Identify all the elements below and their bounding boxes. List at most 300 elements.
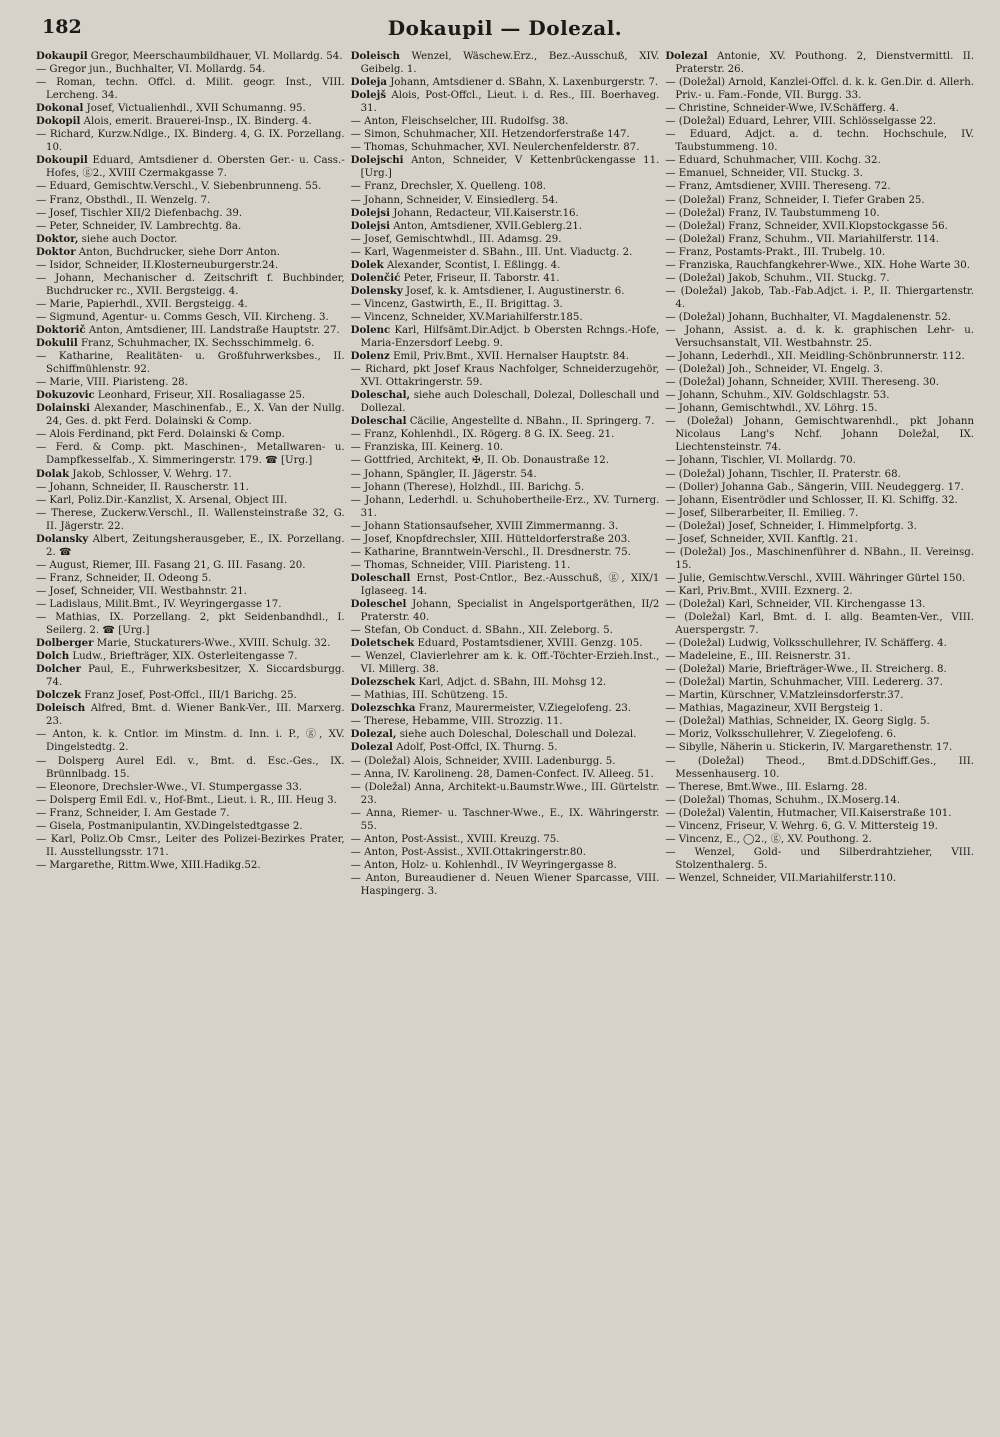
entry-text: Paul, E., Fuhrwerksbesitzer, X. Siccardsburgg. 74. — [46, 664, 345, 689]
directory-entry — [665, 76, 974, 102]
directory-entry — [351, 494, 660, 520]
directory-entry — [36, 585, 345, 598]
directory-entry — [36, 572, 345, 585]
entry-text: — Franz, Amtsdiener, XVIII. Thereseng. 72. — [665, 181, 891, 193]
entry-text: — Sibylle, Näherin u. Stickerin, IV. Margarethenstr. 17. — [665, 742, 953, 754]
directory-entry — [351, 559, 660, 572]
directory-entry — [36, 494, 345, 507]
directory-entry — [36, 781, 345, 794]
entry-text: — Therese, Zuckerw.Verschl., II. Wallensteinstraße 32, G. II. Jägerstr. 22. — [36, 507, 345, 532]
entry-text: Anton, Buchdrucker, siehe Dorr Anton. — [75, 246, 280, 258]
entry-text: Ernst, Post-Cntlor., Bez.-Ausschuß, ⓖ, XIX/1 Iglaseeg. 14. — [360, 572, 660, 597]
directory-entry — [36, 794, 345, 807]
entry-text: — Stefan, Ob Conduct. d. SBahn., XII. Zeleborg. 5. — [350, 625, 613, 637]
columns — [36, 50, 974, 1430]
directory-entry — [36, 702, 345, 728]
entry-surname: Dolensky — [350, 284, 403, 297]
directory-entry — [351, 415, 660, 428]
directory-entry — [36, 820, 345, 833]
entry-text: — Anton, Post-Assist., XVIII. Kreuzg. 75. — [350, 833, 560, 845]
directory-entry — [351, 128, 660, 141]
entry-surname: Dokaupil — [36, 50, 88, 62]
directory-entry — [36, 115, 345, 128]
directory-entry — [351, 50, 660, 76]
directory-entry — [36, 807, 345, 820]
entry-text: Alexander, Scontist, I. Eßlingg. 4. — [383, 259, 561, 271]
entry-text: — Marie, VIII. Piaristeng. 28. — [36, 377, 188, 389]
directory-entry — [665, 715, 974, 728]
entry-text: Albert, Zeitungsherausgeber, E., IX. Porzellang. 2. ☎ — [46, 533, 345, 558]
directory-entry — [665, 102, 974, 115]
directory-entry — [665, 598, 974, 611]
directory-entry — [351, 246, 660, 259]
entry-text: — (Doležal) Martin, Schuhmacher, VIII. Ledererg. 37. — [665, 677, 943, 689]
entry-text: — August, Riemer, III. Fasang 21, G. III. Fasang. 20. — [36, 559, 306, 571]
entry-text: — Johann, Schneider, V. Einsiedlerg. 54. — [350, 194, 559, 206]
directory-entry — [665, 389, 974, 402]
entry-surname: Dolezal, — [350, 728, 397, 741]
entry-text: — (Doležal) Mathias, Schneider, IX. Georg Siglg. 5. — [665, 716, 930, 728]
page-number: 182 — [42, 16, 82, 38]
directory-entry — [36, 102, 345, 115]
entry-text: — (Doležal) Johann, Tischler, II. Praterstr. 68. — [665, 468, 901, 480]
directory-entry — [36, 180, 345, 193]
entry-text: — Johann, Lederhdl., XII. Meidling-Schönbrunnerstr. 112. — [665, 351, 965, 363]
directory-entry — [665, 481, 974, 494]
directory-entry — [665, 167, 974, 180]
entry-text: — Anton, k. k. Cntlor. im Minstm. d. Inn. i. P., ⓖ, XV. Dingelstedtg. 2. — [36, 729, 345, 754]
entry-surname: Dolcher — [36, 663, 81, 676]
directory-entry — [351, 546, 660, 559]
directory-entry — [665, 220, 974, 233]
entry-text: — Vincenz, Gastwirth, E., II. Brigittag. 3. — [350, 298, 563, 310]
entry-surname: Doktorič — [36, 323, 86, 336]
entry-surname: Dokonal — [36, 102, 84, 115]
directory-entry — [665, 781, 974, 794]
entry-text: — Eduard, Adjct. a. d. techn. Hochschule, IV. Taubstummeng. 10. — [665, 129, 974, 154]
entry-text: — (Doležal) Ludwig, Volksschullehrer, IV. Schäfferg. 4. — [665, 638, 947, 650]
entry-text: Johann, Redacteur, VII.Kaiserstr.16. — [389, 207, 579, 219]
entry-text: — Johann, Gemischtwhdl., XV. Löhrg. 15. — [665, 403, 878, 415]
directory-entry — [665, 611, 974, 637]
directory-entry — [665, 233, 974, 246]
directory-entry — [36, 481, 345, 494]
entry-surname: Dolansky — [36, 532, 89, 545]
directory-entry — [36, 272, 345, 298]
entry-text: — Karl, Wagenmeister d. SBahn., III. Unt. Viaductg. 2. — [350, 246, 633, 258]
entry-surname: Doleja — [350, 76, 387, 89]
directory-entry — [665, 272, 974, 285]
directory-entry — [665, 454, 974, 467]
directory-entry — [665, 676, 974, 689]
entry-text: Adolf, Post-Offcl, IX. Thurng. 5. — [392, 742, 558, 754]
entry-text: — Karl, Poliz.Ob Cmsr., Leiter des Polizei-Bezirkes Prater, II. Ausstellungsstr. 171. — [36, 833, 345, 858]
entry-text: Johann, Amtsdiener d. SBahn, X. Laxenburgerstr. 7. — [386, 77, 659, 89]
directory-entry — [36, 233, 345, 246]
directory-entry — [351, 350, 660, 363]
entry-text: — Wenzel, Gold- und Silberdrahtzieher, VIII. Stolzenthalerg. 5. — [665, 846, 974, 871]
entry-text: Alexander, Maschinenfab., E., X. Van der Nullg. 24, Ges. d. pkt Ferd. Dolainski & Comp. — [46, 403, 345, 428]
entry-text: — Franziska, Rauchfangkehrer-Wwe., XIX. Hohe Warte 30. — [665, 259, 970, 271]
entry-text: — Johann, Mechanischer d. Zeitschrift f. Buchbinder, Buchdrucker rc., XVII. Bergsteigg. 4. — [36, 272, 345, 297]
entry-text: — Richard, Kurzw.Ndlge., IX. Binderg. 4, G. IX. Porzellang. 10. — [36, 129, 345, 154]
entry-surname: Doleschal — [350, 415, 407, 428]
entry-text: — Vincenz, Friseur, V. Wehrg. 6, G. V. Mittersteig 19. — [665, 820, 938, 832]
column-1 — [36, 50, 345, 1430]
entry-text: — Gisela, Postmanipulantin, XV.Dingelstedtgasse 2. — [36, 820, 303, 832]
entry-text: — (Doležal) Jakob, Schuhm., VII. Stuckg. 7. — [665, 272, 890, 284]
directory-entry — [351, 428, 660, 441]
entry-text: — (Doležal) Johann, Schneider, XVIII. Thereseng. 30. — [665, 377, 940, 389]
entry-text: — Johann, Tischler, VI. Mollardg. 70. — [665, 455, 856, 467]
entry-text: — (Doležal) Eduard, Lehrer, VIII. Schlösselgasse 22. — [665, 116, 936, 128]
directory-entry — [665, 663, 974, 676]
entry-text: — Martin, Kürschner, V.Matzleinsdorferstr.37. — [665, 690, 904, 702]
directory-entry — [665, 128, 974, 154]
entry-text: — (Doležal) Johann, Buchhalter, VI. Magdalenenstr. 52. — [665, 311, 951, 323]
directory-entry — [351, 285, 660, 298]
entry-text: — (Doležal) Karl, Bmt. d. I. allg. Beamten-Ver., VIII. Auerspergstr. 7. — [665, 612, 974, 637]
directory-entry — [351, 533, 660, 546]
directory-entry — [351, 298, 660, 311]
entry-text: — Johann, Eisentrödler und Schlosser, II. Kl. Schiffg. 32. — [665, 494, 958, 506]
directory-entry — [351, 572, 660, 598]
entry-text: — (Doležal) Josef, Schneider, I. Himmelpfortg. 3. — [665, 520, 917, 532]
page-title: Dokaupil — Dolezal. — [387, 16, 623, 40]
entry-text: — Christine, Schneider-Wwe, IV.Schäfferg. 4. — [665, 103, 900, 115]
entry-surname: Doleschall — [350, 571, 411, 584]
entry-surname: Dolezal — [350, 741, 393, 754]
directory-entry — [36, 728, 345, 754]
directory-entry — [665, 572, 974, 585]
entry-text: — Josef, Knopfdrechsler, XIII. Hütteldorferstraße 203. — [350, 533, 631, 545]
entry-text: — Vincenz, E., ◯2., ⓖ, XV. Pouthong. 2. — [665, 833, 872, 845]
entry-surname: Dolenc — [350, 323, 391, 336]
directory-entry — [665, 794, 974, 807]
directory-entry — [665, 872, 974, 885]
entry-surname: Dolek — [350, 258, 384, 271]
directory-entry — [665, 820, 974, 833]
directory-entry — [665, 507, 974, 520]
entry-text: Eduard, Postamtsdiener, XVIII. Genzg. 105. — [414, 638, 643, 650]
directory-entry — [36, 663, 345, 689]
entry-surname: Dolezschek — [350, 676, 416, 689]
directory-entry — [665, 520, 974, 533]
entry-text: — Katharine, Branntwein-Verschl., II. Dresdnerstr. 75. — [350, 546, 631, 558]
directory-entry — [665, 376, 974, 389]
directory-entry — [351, 481, 660, 494]
entry-text: — Sigmund, Agentur- u. Comms Gesch, VII. Kircheng. 3. — [36, 311, 329, 323]
entry-text: — Johann, Spängler, II. Jägerstr. 54. — [350, 468, 537, 480]
entry-text: — Katharine, Realitäten- u. Großfuhrwerksbes., II. Schiffmühlenstr. 92. — [36, 351, 345, 376]
entry-text: — Franz, Drechsler, X. Quelleng. 108. — [350, 181, 547, 193]
entry-surname: Doleisch — [350, 50, 400, 62]
directory-entry — [351, 755, 660, 768]
directory-entry — [351, 650, 660, 676]
entry-surname: Dolezschka — [350, 702, 416, 715]
entry-text: — (Doležal) Franz, IV. Taubstummeng 10. — [665, 207, 880, 219]
entry-surname: Dokoupil — [36, 154, 88, 167]
directory-entry — [665, 468, 974, 481]
entry-text: — Alois Ferdinand, pkt Ferd. Dolainski & Comp. — [36, 429, 285, 441]
entry-text: — Johann (Therese), Holzhdl., III. Barichg. 5. — [350, 481, 585, 493]
directory-entry — [665, 180, 974, 193]
directory-entry — [665, 350, 974, 363]
directory-entry — [36, 559, 345, 572]
directory-entry — [36, 428, 345, 441]
entry-text: — (Doležal) Franz, Schneider, I. Tiefer Graben 25. — [665, 194, 925, 206]
directory-entry — [36, 246, 345, 259]
entry-text: — (Doller) Johanna Gab., Sängerin, VIII. Neudeggerg. 17. — [665, 481, 964, 493]
entry-text: — Anton, Fleischselcher, III. Rudolfsg. 38. — [350, 116, 569, 128]
entry-text: — Eleonore, Drechsler-Wwe., VI. Stumpergasse 33. — [36, 781, 302, 793]
directory-entry — [665, 246, 974, 259]
directory-entry — [665, 807, 974, 820]
directory-entry — [36, 194, 345, 207]
entry-surname: Dolezal — [665, 50, 708, 62]
entry-text: — Emanuel, Schneider, VII. Stuckg. 3. — [665, 168, 863, 180]
entry-text: siehe auch Doleschall, Dolezal, Dolleschall und Dollezal. — [360, 390, 660, 415]
directory-entry — [351, 468, 660, 481]
directory-entry — [665, 546, 974, 572]
entry-text: — Johann Stationsaufseher, XVIII Zimmermanng. 3. — [350, 520, 619, 532]
entry-text: — (Doležal) Jakob, Tab.-Fab.Adjct. i. P., II. Thiergartenstr. 4. — [665, 285, 974, 310]
entry-text: — Johann, Schneider, II. Rauscherstr. 11. — [36, 481, 249, 493]
entry-text: — Therese, Hebamme, VIII. Strozzig. 11. — [350, 716, 563, 728]
entry-text: — Mathias, Magazineur, XVII Bergsteig 1. — [665, 703, 883, 715]
entry-text: — Josef, Schneider, VII. Westbahnstr. 21. — [36, 585, 247, 597]
entry-text: — Eduard, Schuhmacher, VIII. Kochg. 32. — [665, 155, 881, 167]
entry-text: — (Doležal) Thomas, Schuhm., IX.Moserg.14. — [665, 794, 901, 806]
entry-text: — (Doležal) Franz, Schuhm., VII. Mariahilferstr. 114. — [665, 233, 939, 245]
directory-entry — [665, 650, 974, 663]
entry-text: Franz, Schuhmacher, IX. Sechsschimmelg. 6. — [77, 338, 315, 350]
entry-text: — Dolsperg Aurel Edl. v., Bmt. d. Esc.-Ges., IX. Brünnlbadg. 15. — [36, 755, 345, 780]
directory-entry — [665, 533, 974, 546]
directory-entry — [351, 76, 660, 89]
directory-entry — [36, 311, 345, 324]
entry-text: — Wenzel, Clavierlehrer am k. k. Off.-Töchter-Erzieh.Inst., VI. Millerg. 38. — [350, 651, 660, 676]
directory-entry — [665, 741, 974, 754]
directory-entry — [351, 311, 660, 324]
entry-text: Ludw., Briefträger, XIX. Osterleitengasse 7. — [69, 651, 298, 663]
entry-text: — Anton, Post-Assist., XVII.Ottakringerstr.80. — [350, 846, 587, 858]
directory-entry — [36, 402, 345, 428]
entry-text: — Marie, Papierhdl., XVII. Bergsteigg. 4. — [36, 298, 248, 310]
directory-entry — [351, 141, 660, 154]
directory-entry — [665, 702, 974, 715]
directory-entry — [351, 89, 660, 115]
entry-surname: Doktor — [36, 245, 76, 258]
column-3 — [665, 50, 974, 1430]
entry-text: Franz, Maurermeister, V.Ziegelofeng. 23. — [415, 703, 632, 715]
entry-text: — (Doležal) Karl, Schneider, VII. Kirchengasse 13. — [665, 598, 926, 610]
entry-text: Wenzel, Wäschew.Erz., Bez.-Ausschuß, XIV. Geibelg. 1. — [360, 51, 660, 76]
entry-surname: Dolenz — [350, 350, 390, 363]
directory-entry — [36, 598, 345, 611]
directory-entry — [36, 637, 345, 650]
entry-text: — Franziska, III. Keinerg. 10. — [350, 442, 504, 454]
directory-entry — [351, 220, 660, 233]
entry-surname: Dolejš — [350, 89, 387, 102]
directory-entry — [36, 337, 345, 350]
directory-entry — [36, 324, 345, 337]
directory-entry — [665, 194, 974, 207]
directory-entry — [36, 833, 345, 859]
entry-surname: Dokopil — [36, 115, 81, 128]
entry-text: — Anton, Bureaudiener d. Neuen Wiener Sparcasse, VIII. Haspingerg. 3. — [350, 872, 660, 897]
entry-text: Jakob, Schlosser, V. Wehrg. 17. — [69, 468, 232, 480]
entry-text: — Simon, Schuhmacher, XII. Hetzendorferstraße 147. — [350, 129, 630, 141]
column-2 — [351, 50, 660, 1430]
entry-text: Karl, Adjct. d. SBahn, III. Mohsg 12. — [415, 677, 607, 689]
directory-entry — [351, 520, 660, 533]
directory-entry — [665, 755, 974, 781]
entry-text: — (Doležal) Valentin, Hutmacher, VII.Kaiserstraße 101. — [665, 807, 952, 819]
directory-entry — [665, 207, 974, 220]
entry-text: Alois, Post-Offcl., Lieut. i. d. Res., III. Boerhaveg. 31. — [360, 90, 660, 115]
entry-text: — Eduard, Gemischtw.Verschl., V. Siebenbrunneng. 55. — [36, 181, 322, 193]
directory-entry — [36, 207, 345, 220]
directory-entry — [351, 689, 660, 702]
entry-surname: Dolejsi — [350, 206, 390, 219]
entry-surname: Doleschal, — [350, 389, 411, 402]
entry-text: Johann, Specialist in Angelsportgeräthen, II/2 Praterstr. 40. — [360, 598, 660, 624]
entry-text: — Richard, pkt Josef Kraus Nachfolger, Schneiderzugehör, XVI. Ottakringerstr. 59. — [350, 364, 660, 389]
directory-entry — [665, 415, 974, 454]
directory-entry — [351, 389, 660, 415]
directory-entry — [351, 702, 660, 715]
entry-text: — (Doležal) Marie, Briefträger-Wwe., II. Streicherg. 8. — [665, 664, 947, 676]
entry-text: — (Doležal) Johann, Gemischtwarenhdl., pkt Johann Nicolaus Lang's Nchf. Johann Doležal, IX. Liechtensteinstr. 74. — [665, 416, 974, 454]
entry-text: Emil, Priv.Bmt., XVII. Hernalser Hauptstr. 84. — [389, 351, 629, 363]
directory-entry — [36, 859, 345, 872]
entry-text: Antonie, XV. Pouthong. 2, Dienstvermittl. II. Praterstr. 26. — [675, 51, 974, 76]
entry-text: — Margarethe, Rittm.Wwe, XIII.Hadikg.52. — [36, 859, 261, 871]
directory-entry — [665, 324, 974, 350]
entry-text: — Franz, Schneider, I. Am Gestade 7. — [36, 807, 230, 819]
directory-entry — [36, 350, 345, 376]
entry-text: — Karl, Poliz.Dir.-Kanzlist, X. Arsenal, Object III. — [36, 494, 288, 506]
entry-text: Anton, Schneider, V Kettenbrückengasse 11. [Urg.] — [360, 155, 660, 180]
entry-text: — Therese, Bmt.Wwe., III. Eslarng. 28. — [665, 781, 868, 793]
entry-text: — Josef, Tischler XII/2 Diefenbachg. 39. — [36, 207, 243, 219]
entry-text: — Madeleine, E., III. Reisnerstr. 31. — [665, 651, 851, 663]
entry-text: — Isidor, Schneider, II.Klosterneuburgerstr.24. — [36, 259, 279, 271]
directory-entry — [36, 259, 345, 272]
directory-entry — [351, 741, 660, 754]
directory-entry — [665, 115, 974, 128]
directory-entry — [351, 598, 660, 624]
entry-text: — Johann, Assist. a. d. k. k. graphischen Lehr- u. Versuchsanstalt, VII. Westbahnstr. 25. — [665, 324, 974, 350]
directory-entry — [351, 676, 660, 689]
entry-text: Anton, Amtsdiener, III. Landstraße Hauptstr. 27. — [85, 324, 340, 336]
entry-text: Anton, Amtsdiener, XVII.Geblerg.21. — [389, 220, 583, 232]
directory-entry — [351, 833, 660, 846]
directory-entry — [36, 154, 345, 180]
directory-entry — [351, 624, 660, 637]
directory-entry — [351, 272, 660, 285]
entry-text: — Gottfried, Architekt, ✠, II. Ob. Donaustraße 12. — [350, 455, 610, 467]
entry-surname: Dolainski — [36, 402, 91, 415]
entry-text: — Mathias, III. Schützeng. 15. — [350, 690, 508, 702]
entry-surname: Dolak — [36, 467, 70, 480]
directory-entry — [665, 728, 974, 741]
entry-text: — Franz, Kohlenhdl., IX. Rögerg. 8 G. IX. Seeg. 21. — [350, 429, 615, 441]
entry-text: — Karl, Priv.Bmt., XVIII. Ezxnerg. 2. — [665, 585, 853, 597]
entry-text: — (Doležal) Alois, Schneider, XVIII. Ladenburgg. 5. — [350, 755, 616, 767]
entry-surname: Doleisch — [36, 702, 86, 715]
entry-text: — Roman, techn. Offcl. d. Milit. geogr. Inst., VIII. Lercheng. 34. — [36, 77, 345, 102]
entry-surname: Dolejschi — [350, 154, 404, 167]
entry-text: Franz Josef, Post-Offcl., III/1 Barichg. 25. — [81, 690, 297, 702]
entry-text: — Wenzel, Schneider, VII.Mariahilferstr.110. — [665, 872, 897, 884]
entry-text: — Franz, Schneider, II. Odeong 5. — [36, 572, 212, 584]
entry-text: — Moriz, Volksschullehrer, V. Ziegelofeng. 6. — [665, 729, 897, 741]
entry-text: — Julie, Gemischtw.Verschl., XVIII. Währinger Gürtel 150. — [665, 572, 966, 584]
entry-text: — Johann, Lederhdl. u. Schuhobertheile-Erz., XV. Turnerg. 31. — [350, 494, 660, 519]
entry-surname: Doletschek — [350, 637, 415, 650]
entry-text: Karl, Hilfsämt.Dir.Adjct. b Obersten Rchngs.-Hofe, Maria-Enzersdorf Leebg. 9. — [360, 324, 660, 350]
entry-text: — Anton, Holz- u. Kohlenhdl., IV Weyringergasse 8. — [350, 859, 617, 871]
directory-entry — [351, 180, 660, 193]
directory-entry — [36, 533, 345, 559]
directory-entry — [665, 259, 974, 272]
directory-entry — [36, 128, 345, 154]
entry-text: — Thomas, Schneider, VIII. Piaristeng. 11. — [350, 559, 571, 571]
directory-entry — [36, 63, 345, 76]
directory-entry — [351, 441, 660, 454]
directory-entry — [351, 324, 660, 350]
directory-entry — [351, 781, 660, 807]
directory-entry — [36, 376, 345, 389]
directory-entry — [665, 285, 974, 311]
directory-entry — [665, 846, 974, 872]
entry-text: Cäcilie, Angestellte d. NBahn., II. Springerg. 7. — [406, 416, 655, 428]
directory-entry — [351, 154, 660, 180]
entry-text: — (Doležal) Anna, Architekt-u.Baumstr.Wwe., III. Gürtelstr. 23. — [350, 781, 660, 806]
entry-text: — Ferd. & Comp. pkt. Maschinen-, Metallwaren- u. Dampfkesselfab., X. Simmeringerstr. 179. ☎ [Urg.] — [36, 442, 345, 467]
entry-text: — Josef, Gemischtwhdl., III. Adamsg. 29. — [350, 233, 562, 245]
directory-entry — [665, 833, 974, 846]
entry-text: Josef, k. k. Amtsdiener, I. Augustinerstr. 6. — [402, 285, 625, 297]
entry-text: — Josef, Schneider, XVII. Kanftlg. 21. — [665, 533, 858, 545]
entry-text: — Gregor jun., Buchhalter, VI. Mollardg. 54. — [36, 64, 266, 76]
entry-text: — Franz, Obsthdl., II. Wenzelg. 7. — [36, 194, 211, 206]
entry-text: — Vincenz, Schneider, XV.Mariahilferstr.185. — [350, 311, 583, 323]
entry-text: — (Doležal) Arnold, Kanzlei-Offcl. d. k. k. Gen.Dir. d. Allerh. Priv.- u. Fam.-Fonde, VII. Burgg. 33. — [665, 77, 974, 102]
entry-text: — Mathias, IX. Porzellang. 2, pkt Seidenbandhdl., I. Seilerg. 2. ☎ [Urg.] — [36, 612, 345, 637]
directory-entry — [665, 363, 974, 376]
directory-entry — [36, 650, 345, 663]
page-header — [36, 14, 974, 50]
directory-entry — [351, 233, 660, 246]
entry-surname: Dokuzovic — [36, 389, 95, 402]
entry-text: Eduard, Amtsdiener d. Obersten Ger.- u. Cass.-Hofes, ⓖ2., XVIII Czermakgasse 7. — [46, 155, 345, 180]
directory-entry — [665, 311, 974, 324]
entry-text: — Ladislaus, Milit.Bmt., IV. Weyringergasse 17. — [36, 598, 282, 610]
directory-entry — [36, 50, 345, 63]
entry-surname: Dolejsi — [350, 219, 390, 232]
entry-text: — Anna, Riemer- u. Taschner-Wwe., E., IX. Währingerstr. 55. — [350, 807, 660, 832]
directory-entry — [36, 441, 345, 467]
entry-text: — Anna, IV. Karolineng. 28, Damen-Confect. IV. Alleeg. 51. — [350, 768, 654, 780]
entry-text: Alfred, Bmt. d. Wiener Bank-Ver., III. Marxerg. 23. — [46, 703, 345, 728]
entry-surname: Doleschel — [350, 597, 407, 610]
entry-text: — Franz, Postamts-Prakt., III. Trubelg. 10. — [665, 246, 886, 258]
directory-entry — [36, 468, 345, 481]
directory-entry — [36, 689, 345, 702]
